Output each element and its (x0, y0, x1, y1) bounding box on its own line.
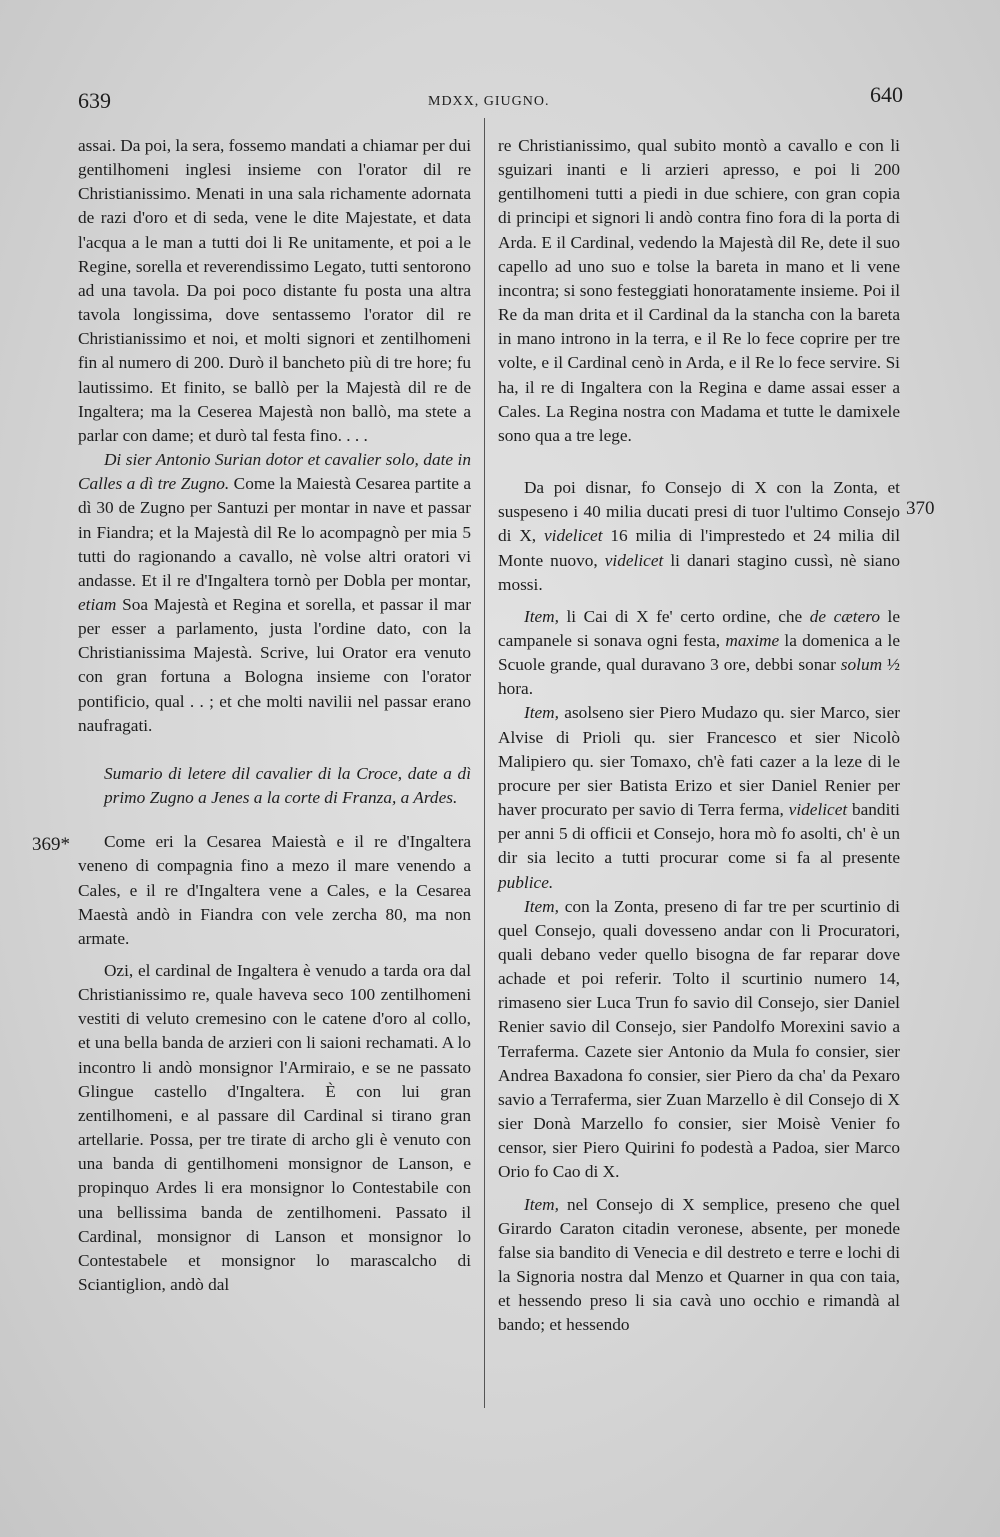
page-number-left: 639 (78, 88, 111, 113)
margin-number-369: 369* (32, 834, 70, 855)
paragraph: Item, con la Zonta, preseno di far tre per scurtinio di quel Consejo, quali dovesseno andar con li Procuratori, quali debano veder quello bisogna de far reparar dove achade et poi referir. Tolto il scurtinio numero 14, rimaseno sier Luca Trun fo savio dil Consejo, sier Daniel Renier savio dil Consejo, sier Pandolfo Morexini savio a Terraferma. Cazete sier Antonio da Mula fo consier, sier Andrea Baxadona fo consier, sier Piero da cha' da Pexaro savio a Terraferma, sier Zuan Marzello è dil Consejo di X sier Donà Marzello fo consier, sier Moisè Venier fo censor, sier Piero Quirini fo podestà a Padoa, sier Marco Orio fo Cao di X. (498, 896, 900, 1182)
paragraph: re Christianissimo, qual subito montò a cavallo e con li sguizari inanti e li arzieri apresso, e poi li 200 gentilhomeni tutti a piedi in due schiere, con gran copia di principi et signori li andò contra fino fora di la porta di Arda. E il Cardinal, vedendo la Majestà dil Re, dete il suo capello ad uno suo e tolse la bareta in mano et li vene incontra; si sono festeggiati honoratamente insieme. Poi il Re da man drita et il Cardinal da la stancha con la bareta in mano introno in la terra, e il Re lo fece coprire per tre volte, e il Cardinal cenò in Arda, e il Re lo fece servire. Si ha, il re di Ingaltera con la Regina e dame assai esser a Cales. La Regina nostra con Madama et tutte le damixele sono qua a tre lege. (498, 136, 900, 445)
paragraph: Come eri la Cesarea Maiestà e il re d'Ingaltera veneno di compagnia fino a mezo il mare venendo a Cales, e il re d'Ingaltera vene a Cales, e la Cesarea Maestà andò in Fiandra con vele zercha 80, ma non armate. (78, 832, 471, 948)
paragraph: Da poi disnar, fo Consejo di X con la Zonta, et suspeseno i 40 milia ducati presi di tuor l'ultimo Consejo di X, videlicet 16 milia di l'imprestedo et 24 milia dil Monte nuovo, videlicet li danari stagino cussì, nè siano mossi. (498, 478, 900, 594)
right-column (498, 134, 900, 1338)
left-column (78, 134, 471, 1297)
paragraph: assai. Da poi, la sera, fossemo mandati a chiamar per dui gentilhomeni inglesi insieme con l'orator dil re Christianissimo. Menati in una sala richamente adornata de razi d'oro et di seda, vene le dite Majestate, et data l'acqua a le man a tutti doi li Re unitamente, et poi a le Regine, sorella et reverendissimo Legato, tutti sentorono ad una tavola. Da poi poco distante fu posta una altra tavola longissima, dove sentassemo l'orator dil re Christianissimo et noi, et molti signori et zentilhomeni fin al numero di 200. Durò il bancheto più di tre hore; fu lautissimo. Et finito, se ballò per la Majestà dil re de Ingaltera; ma la Ceserea Majestà non ballò, ma stete a parlar con dame; et durò tal festa fino. . . . (78, 136, 472, 445)
section-heading: Sumario di letere dil cavalier di la Croce, date a dì primo Zugno a Jenes a la corte di Franza, a Ardes. (104, 763, 471, 808)
paragraph: Item, asolseno sier Piero Mudazo qu. sier Marco, sier Alvise di Prioli qu. sier Francesco et sier Nicolò Malipiero qu. sier Tomaxo, ch'è fati cazer a la leze di le procure per sier Batista Erizo et sier Daniel Renier per haver procurato per savio di Terra ferma, videlicet banditi per anni 5 di officii et Consejo, hora mò fo asolti, ch' è un dir sia lecito a tutti procurar come si fa al presente publice. (498, 703, 900, 892)
paragraph: Item, nel Consejo di X semplice, preseno che quel Girardo Caraton citadin veronese, absente, per monede false sia bandito di Venecia e dil destreto e terre e lochi di la Signoria nostra dal Menzo et Quarner in qua con taia, et hessendo preso li sia cavà uno occhio e rimandà al bando; et hessendo (498, 1194, 900, 1335)
paragraph: Ozi, el cardinal de Ingaltera è venudo a tarda ora dal Christianissimo re, quale haveva seco 100 zentilhomeni vestiti di veluto cremesino con le catene d'oro al collo, et una bella banda de arzieri con li saioni rechamati. A lo incontro li andò monsignor l'Armiraio, e se ne passato Glingue castello d'Ingaltera. È con lui gran zentilhomeni, e al passare dil Cardinal si tirano gran artellarie. Possa, per tre tirate di archo gli è venuto con una banda di gentilhomeni monsignor de Lanson, e propinquo Ardes li era monsignor lo Contestabile con una bellissima banda de zentilhomeni. Passato il Cardinal, monsignor di Lanson et monsignor lo Contestabele et monsignor lo marascalcho di Sciantiglion, andò dal (78, 961, 471, 1295)
paragraph: Di sier Antonio Surian dotor et cavalier solo, date in Calles a dì tre Zugno. Come la Maiestà Cesarea partite a dì 30 de Zugno per Santuzi per montar in nave et passar in Fiandra; et la Majestà dil Re lo acompagnò per mia 5 tutti do ragionando a cavallo, nè volse altri oratori vi andasse. Et il re d'Ingaltera tornò per Dobla per montar, etiam Soa Majestà et Regina et sorella, et passar il mar per esser a parlamento, justa l'ordine dato, con la Christianissima Majestà. Scrive, lui Orator era venuto con gran fortuna a Bologna insieme con l'orator pontificio, qual . . ; et che molti navilii nel passar erano naufragati. (78, 450, 472, 735)
page-number-right: 640 (870, 82, 903, 107)
paragraph: Item, li Cai di X fe' certo ordine, che de cætero le campanele si sonava ogni festa, maxime la domenica a le Scuole grande, qual duravano 3 ore, debbi sonar solum ½ hora. (498, 606, 900, 699)
page-header (0, 82, 1000, 118)
column-divider (484, 118, 485, 1408)
margin-number-370: 370 (906, 498, 935, 519)
running-title: MDXX, GIUGNO. (428, 94, 550, 109)
italic-lead: Di sier Antonio Surian dotor et cavalier solo, date in Calles a dì tre Zugno. (78, 450, 471, 494)
